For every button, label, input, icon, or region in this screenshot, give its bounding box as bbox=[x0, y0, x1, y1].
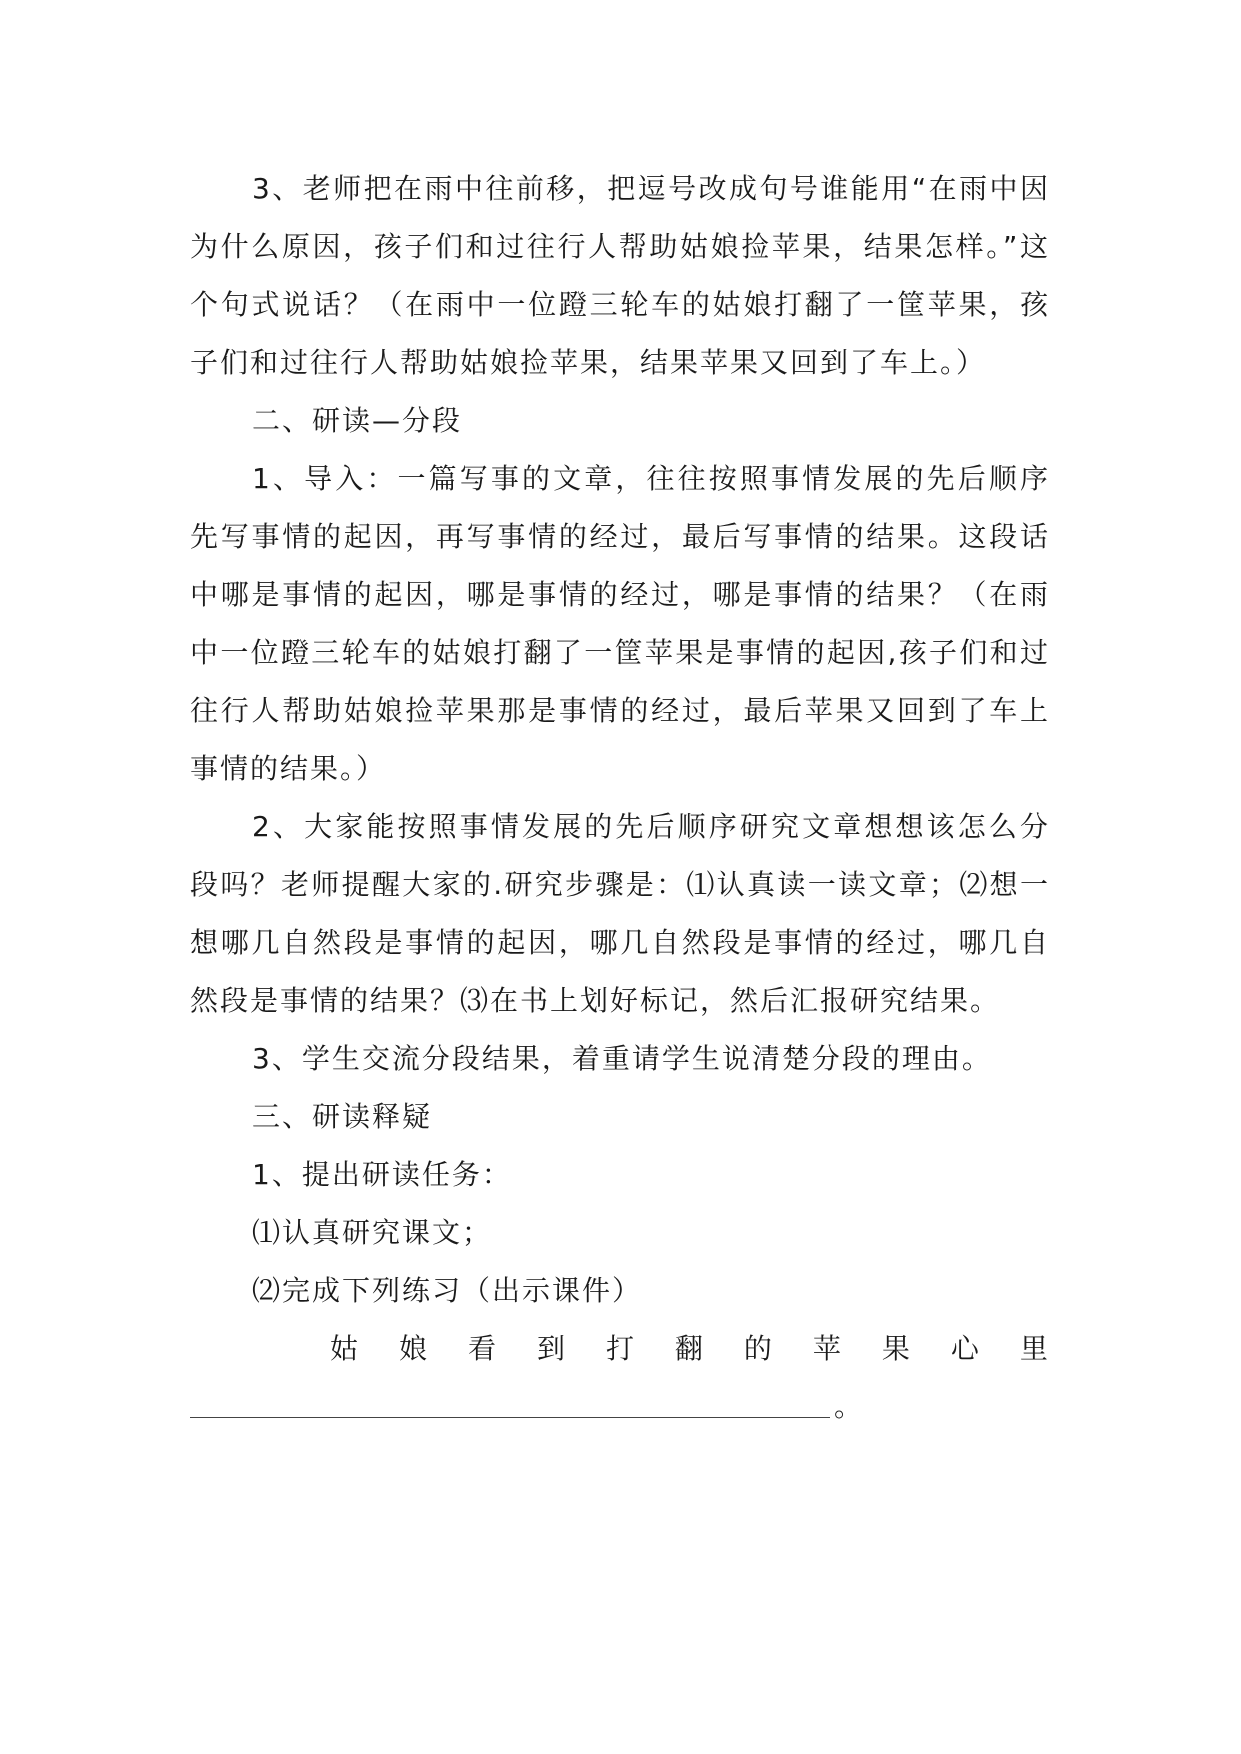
exercise-char: 心 bbox=[950, 1332, 981, 1365]
paragraph-step2-segment: 2、大家能按照事情发展的先后顺序研究文章想想该怎么分段吗？老师提醒大家的.研究步骤是：⑴认真读一读文章；⑵想一想哪几自然段是事情的起因，哪几自然段是事情的经过，哪几自然段是事情的结果？⑶在书上划好标记，然后汇报研究结果。 bbox=[190, 810, 1050, 1017]
exercise-blank-row bbox=[190, 1378, 1050, 1436]
exercise-char: 娘 bbox=[398, 1332, 429, 1365]
exercise-char: 的 bbox=[743, 1332, 774, 1365]
exercise-char: 到 bbox=[536, 1332, 567, 1365]
paragraph-intro: 1、导入：一篇写事的文章，往往按照事情发展的先后顺序先写事情的起因，再写事情的经过，最后写事情的结果。这段话中哪是事情的起因，哪是事情的经过，哪是事情的结果？（在雨中一位蹬三轮车的姑娘打翻了一筐苹果是事情的起因,孩子们和过往行人帮助姑娘捡苹果那是事情的经过，最后苹果又回到了车上事情的结果。） bbox=[190, 462, 1050, 785]
paragraph-task-2: ⑵完成下列练习（出示课件） bbox=[252, 1274, 643, 1307]
exercise-char: 翻 bbox=[674, 1332, 705, 1365]
exercise-char: 看 bbox=[467, 1332, 498, 1365]
document-body bbox=[190, 160, 1050, 1436]
fill-in-blank-line bbox=[190, 1417, 830, 1418]
exercise-char: 果 bbox=[881, 1332, 912, 1365]
exercise-char: 打 bbox=[605, 1332, 636, 1365]
paragraph-task-1: ⑴认真研究课文； bbox=[252, 1216, 493, 1249]
blank-suffix: 。 bbox=[834, 1390, 863, 1423]
paragraph-step3-sentence: 3、老师把在雨中往前移，把逗号改成句号谁能用“在雨中因为什么原因，孩子们和过往行人帮助姑娘捡苹果，结果怎样。”这个句式说话？（在雨中一位蹬三轮车的姑娘打翻了一筐苹果，孩子们和过往行人帮助姑娘捡苹果，结果苹果又回到了车上。） bbox=[190, 172, 1050, 379]
heading-section-3: 三、研读释疑 bbox=[252, 1100, 433, 1133]
paragraph-task-title: 1、提出研读任务： bbox=[252, 1158, 512, 1191]
exercise-char: 里 bbox=[1019, 1332, 1050, 1365]
exercise-sentence bbox=[190, 1320, 1050, 1378]
exercise-char: 姑 bbox=[330, 1332, 361, 1365]
paragraph-step3-exchange: 3、学生交流分段结果，着重请学生说清楚分段的理由。 bbox=[252, 1042, 992, 1075]
exercise-char: 苹 bbox=[812, 1332, 843, 1365]
heading-section-2: 二、研读—分段 bbox=[252, 404, 463, 437]
